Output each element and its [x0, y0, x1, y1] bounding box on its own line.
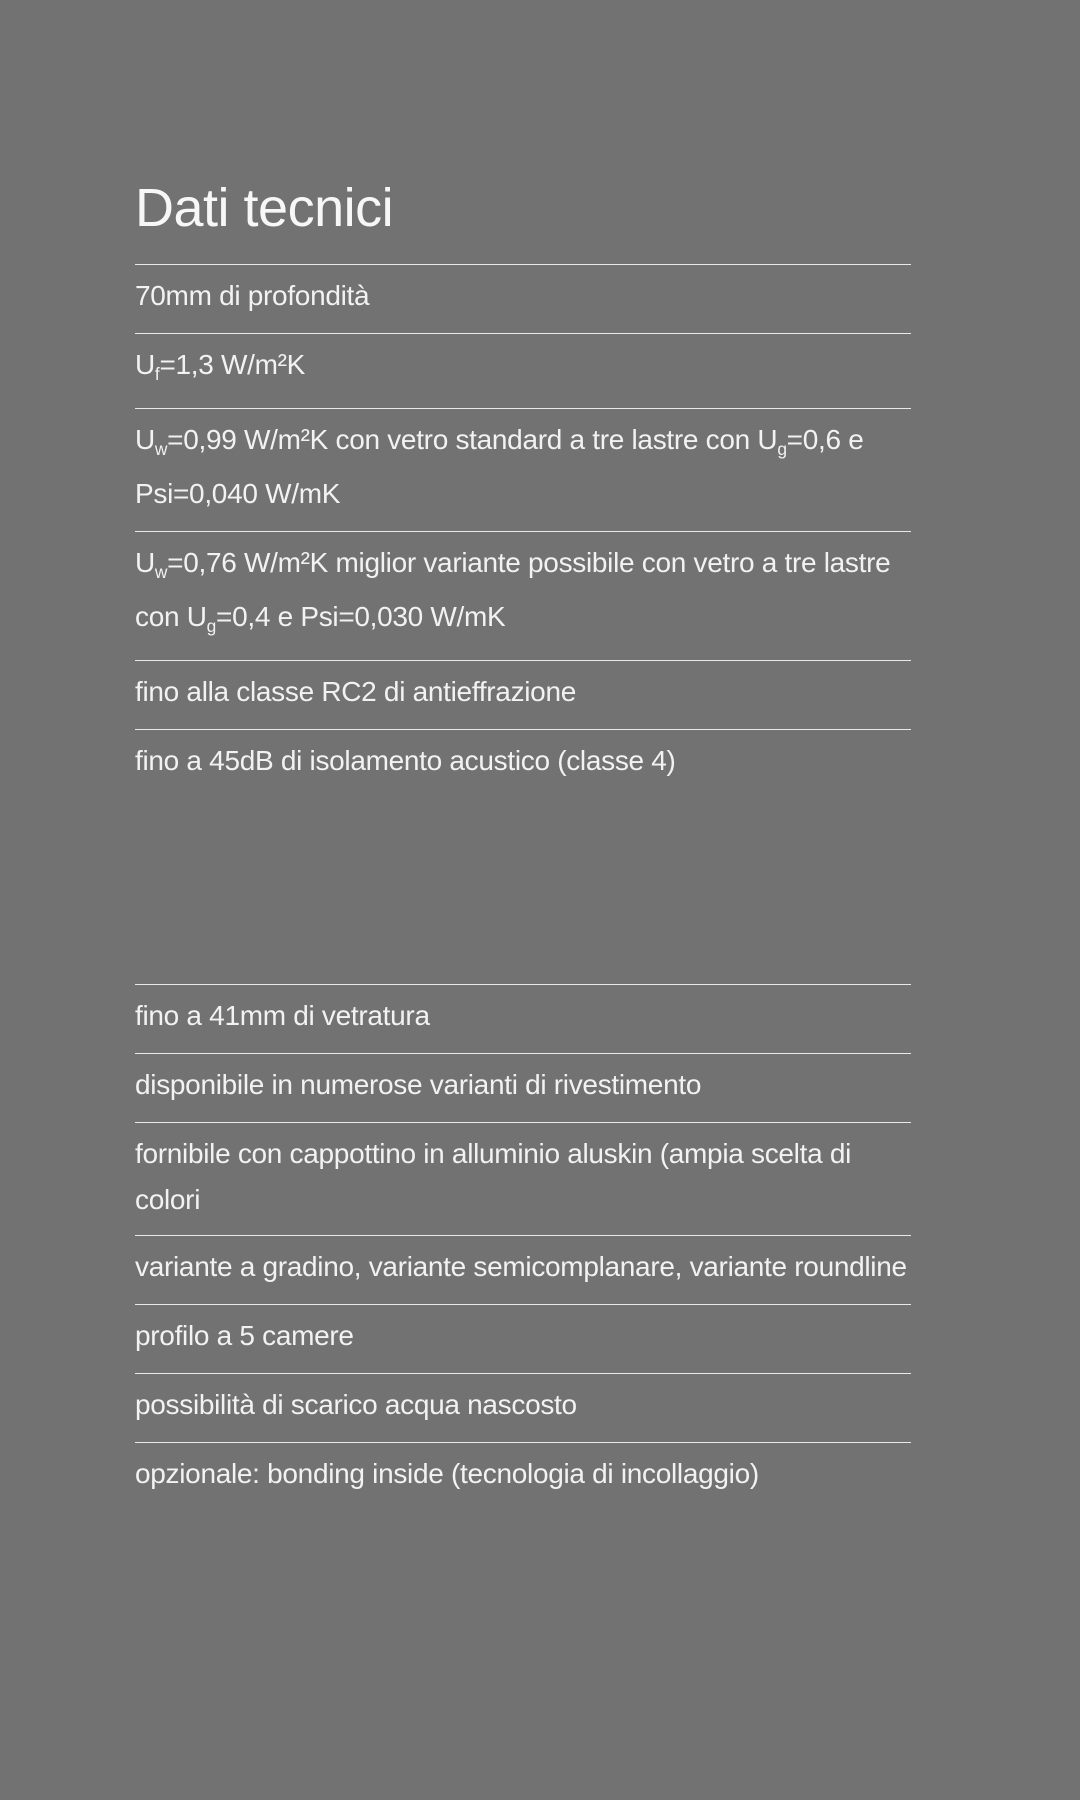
spec-variants: variante a gradino, variante semicomplanare, variante roundline — [135, 1251, 907, 1282]
list-item — [135, 1442, 911, 1511]
list-item — [135, 531, 911, 660]
spec-aluskin: fornibile con cappottino in alluminio aluskin (ampia scelta di colori — [135, 1138, 852, 1215]
list-item — [135, 1373, 911, 1442]
list-item — [135, 333, 911, 408]
spec-uw-subscript: w — [154, 439, 168, 460]
spec-ug-symbol: U — [757, 424, 778, 455]
spec-drainage: possibilità di scarico acqua nascosto — [135, 1389, 577, 1420]
spec-cladding: disponibile in numerose varianti di rivestimento — [135, 1069, 702, 1100]
spec-uw-best-subscript: w — [154, 562, 168, 583]
list-item — [135, 264, 911, 333]
spec-ug-best-text: =0,4 e Psi=0,030 W/mK — [216, 601, 506, 632]
spec-ug-best-subscript: g — [206, 616, 217, 637]
spec-uf-symbol: U — [135, 349, 155, 380]
spec-chambers: profilo a 5 camere — [135, 1320, 354, 1351]
list-item — [135, 729, 911, 798]
spec-glazing: fino a 41mm di vetratura — [135, 1000, 430, 1031]
spec-ug-subscript: g — [777, 439, 787, 460]
list-item — [135, 408, 911, 531]
list-item — [135, 1235, 911, 1304]
spec-uf-subscript: f — [154, 364, 160, 385]
spec-uw-best-symbol: U — [135, 547, 155, 578]
list-item — [135, 1304, 911, 1373]
spec-ug-text: =0,6 e Psi=0,040 W/mK — [135, 424, 864, 509]
spec-ug-best-symbol: U — [186, 601, 207, 632]
spec-acoustic: fino a 45dB di isolamento acustico (classe 4) — [135, 745, 676, 776]
spec-uw-best-text: =0,76 W/m²K miglior variante possibile con vetro a tre lastre con — [135, 547, 891, 632]
spec-depth: 70mm di profondità — [135, 280, 370, 311]
list-item — [135, 660, 911, 729]
list-item — [135, 984, 911, 1053]
list-item — [135, 1122, 911, 1235]
spec-bonding: opzionale: bonding inside (tecnologia di incollaggio) — [135, 1458, 759, 1489]
page-title: Dati tecnici — [135, 178, 394, 238]
spec-rc2: fino alla classe RC2 di antieffrazione — [135, 676, 577, 707]
spec-uf-value: =1,3 W/m²K — [159, 349, 306, 380]
technical-data-list-secondary — [135, 984, 911, 1511]
technical-data-list-primary — [135, 264, 911, 798]
list-item — [135, 1053, 911, 1122]
spec-uw-symbol: U — [135, 424, 155, 455]
spec-uw-text: =0,99 W/m²K con vetro standard a tre lastre con — [167, 424, 758, 455]
